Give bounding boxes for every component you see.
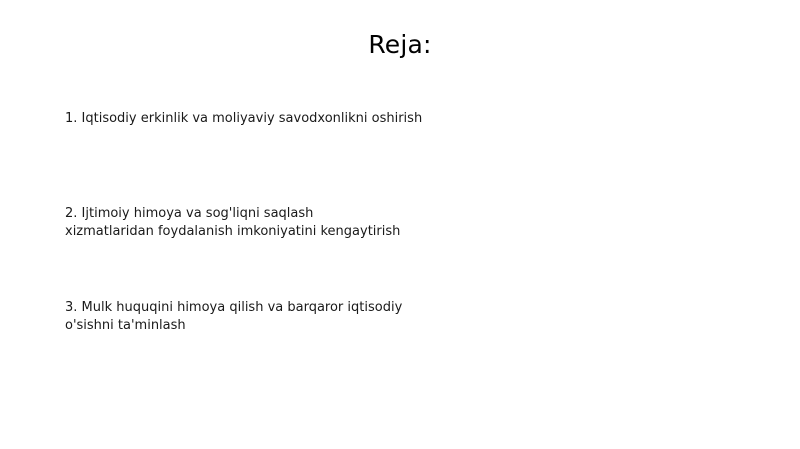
plan-item-2: 2. Ijtimoiy himoya va sog'liqni saqlash xizmatlaridan foydalanish imkoniyatini kengaytirish: [65, 206, 401, 239]
slide-title: Reja:: [368, 30, 432, 59]
plan-item-1: 1. Iqtisodiy erkinlik va moliyaviy savodxonlikni oshirish: [65, 111, 423, 126]
plan-item-3: 3. Mulk huquqini himoya qilish va barqaror iqtisodiy o'sishni ta'minlash: [65, 300, 403, 333]
